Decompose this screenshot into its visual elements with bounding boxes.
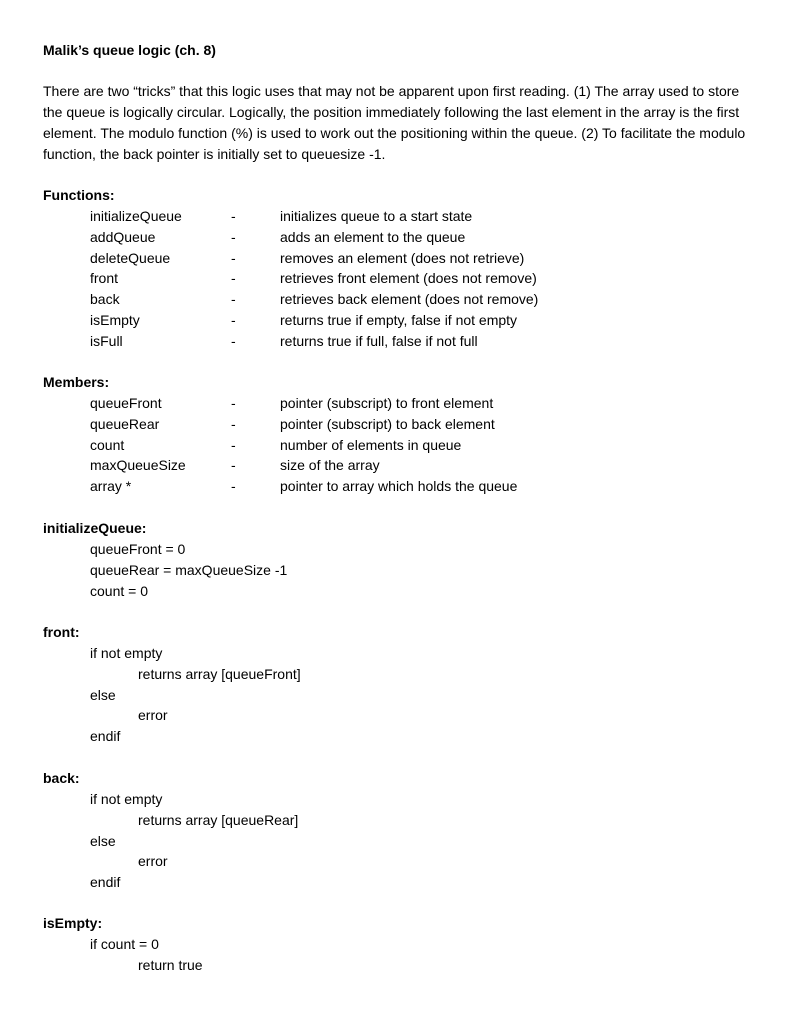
code-line: queueRear = maxQueueSize -1 bbox=[90, 561, 288, 578]
function-name: initializeQueue bbox=[90, 208, 182, 224]
member-name: queueFront bbox=[90, 395, 162, 411]
function-name: isFull bbox=[90, 332, 123, 349]
function-row bbox=[0, 331, 793, 352]
separator-dash: - bbox=[231, 311, 236, 328]
code-line: error bbox=[138, 707, 168, 724]
function-row bbox=[0, 289, 793, 310]
function-description: returns true if empty, false if not empty bbox=[280, 311, 518, 328]
member-description: pointer to array which holds the queue bbox=[280, 478, 518, 495]
code-line: queueFront = 0 bbox=[90, 541, 186, 557]
code-line: if not empty bbox=[90, 791, 163, 807]
separator-dash: - bbox=[231, 478, 236, 495]
initialize-queue-code bbox=[0, 539, 793, 601]
code-line: else bbox=[90, 832, 116, 849]
function-row bbox=[0, 310, 793, 331]
member-description: pointer (subscript) to back element bbox=[280, 415, 495, 432]
member-row bbox=[0, 435, 793, 456]
function-description: retrieves back element (does not remove) bbox=[280, 291, 539, 308]
separator-dash: - bbox=[231, 332, 236, 349]
function-description: removes an element (does not retrieve) bbox=[280, 249, 525, 266]
separator-dash: - bbox=[231, 228, 236, 245]
member-row bbox=[0, 414, 793, 435]
function-description: retrieves front element (does not remove) bbox=[280, 270, 537, 287]
code-line: returns array [queueFront] bbox=[138, 665, 301, 682]
code-line: else bbox=[90, 686, 116, 703]
functions-heading: Functions: bbox=[43, 187, 115, 203]
separator-dash: - bbox=[231, 436, 236, 453]
is-empty-heading: isEmpty: bbox=[43, 915, 103, 931]
separator-dash: - bbox=[231, 395, 236, 411]
member-name: array * bbox=[90, 478, 132, 495]
back-heading: back: bbox=[43, 770, 80, 786]
function-name: addQueue bbox=[90, 228, 156, 245]
initialize-queue-heading: initializeQueue: bbox=[43, 520, 147, 536]
separator-dash: - bbox=[231, 415, 236, 432]
function-description: initializes queue to a start state bbox=[280, 208, 473, 224]
separator-dash: - bbox=[231, 291, 236, 308]
code-line: if not empty bbox=[90, 645, 163, 661]
function-name: front bbox=[90, 270, 119, 287]
member-name: count bbox=[90, 436, 125, 453]
functions-table bbox=[0, 206, 793, 352]
back-code bbox=[0, 789, 793, 893]
member-description: number of elements in queue bbox=[280, 436, 462, 453]
separator-dash: - bbox=[231, 208, 236, 224]
code-line: endif bbox=[90, 728, 121, 745]
code-line: returns array [queueRear] bbox=[138, 811, 299, 828]
member-row bbox=[0, 393, 793, 414]
function-row bbox=[0, 227, 793, 248]
code-line: if count = 0 bbox=[90, 936, 159, 952]
function-name: isEmpty bbox=[90, 311, 140, 328]
member-description: pointer (subscript) to front element bbox=[280, 395, 494, 411]
front-code bbox=[0, 643, 793, 747]
function-row bbox=[0, 268, 793, 289]
code-line: endif bbox=[90, 874, 121, 891]
function-name: deleteQueue bbox=[90, 249, 171, 266]
member-name: queueRear bbox=[90, 415, 160, 432]
separator-dash: - bbox=[231, 270, 236, 287]
code-line: error bbox=[138, 853, 168, 870]
separator-dash: - bbox=[231, 249, 236, 266]
function-row bbox=[0, 206, 793, 227]
separator-dash: - bbox=[231, 457, 236, 474]
member-row bbox=[0, 476, 793, 497]
member-row bbox=[0, 455, 793, 476]
member-description: size of the array bbox=[280, 457, 380, 474]
member-name: maxQueueSize bbox=[90, 457, 186, 474]
function-description: adds an element to the queue bbox=[280, 228, 466, 245]
function-description: returns true if full, false if not full bbox=[280, 332, 478, 349]
members-table bbox=[0, 393, 793, 497]
members-heading: Members: bbox=[43, 374, 110, 390]
code-line: count = 0 bbox=[90, 582, 148, 599]
function-name: back bbox=[90, 291, 120, 308]
intro-paragraph: There are two “tricks” that this logic uses that may not be apparent upon first reading. (1) The array used to store the queue is logically circular. Logically, the position immediately following the last element in the array is the first element. The modulo function (%) is used to work out the positioning within the queue. (2) To facilitate the modulo function, the back pointer is initially set to queuesize -1. bbox=[43, 83, 746, 162]
document-title: Malik’s queue logic (ch. 8) bbox=[43, 42, 216, 58]
front-heading: front: bbox=[43, 624, 80, 640]
function-row bbox=[0, 248, 793, 269]
code-line: return true bbox=[138, 956, 203, 973]
is-empty-code bbox=[0, 934, 793, 976]
